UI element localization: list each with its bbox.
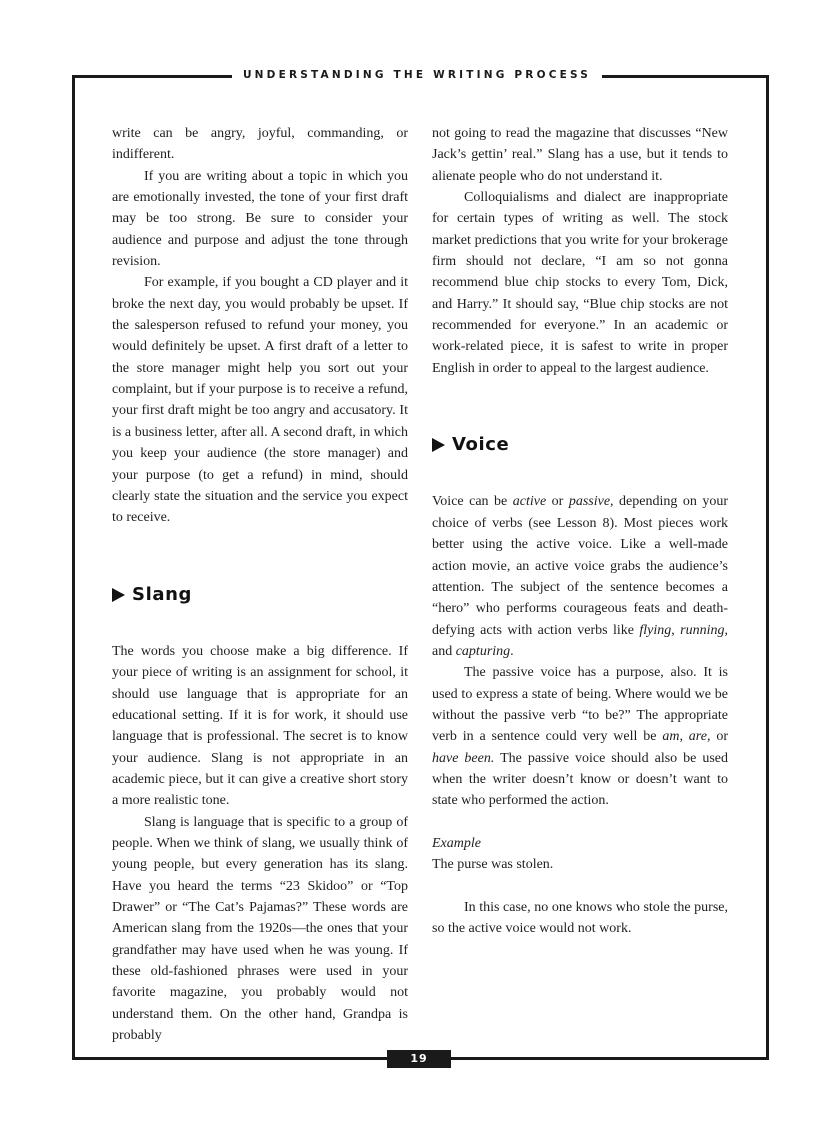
header-rule-left [72, 75, 232, 78]
running-head: UNDERSTANDING THE WRITING PROCESS [242, 69, 592, 81]
paragraph: The passive voice has a purpose, also. It is used to express a state of being. Where would we be without the passive verb “to be?” The appropriate verb in a sentence could very well be am, are, or have been. The passive voice should also be used when the writer doesn’t know or doesn’t want to state who performed the action. [432, 665, 729, 809]
triangle-bullet-icon [432, 438, 445, 452]
header-rule-right [602, 75, 769, 78]
left-column [112, 123, 408, 1046]
heading-text: Voice [452, 434, 510, 456]
paragraph: write can be angry, joyful, commanding, or indifferent. [112, 126, 408, 163]
triangle-bullet-icon [112, 588, 125, 602]
paragraph: Voice can be active or passive, depending on your choice of verbs (see Lesson 8). Most pieces work better using the active voice. Like a well-made action movie, an active voice grabs the audience’s attention. The subject of the sentence becomes a “hero” who performs courageous feats and death-defying acts with action verbs like flying, running, and capturing. [432, 494, 729, 659]
paragraph: For example, if you bought a CD player and it broke the next day, you would probably be upset. If the salesperson refused to refund your money, you would definitely be upset. A first draft of a letter to the store manager might help you sort out your complaint, but if your purpose is to receive a refund, your first draft might be too angry and accusatory. It is a business letter, after all. A second draft, in which you keep your audience (the store manager) and your purpose (to get a refund) in mind, should clearly state the situation and the service you expect to receive. [112, 275, 408, 526]
paragraph: If you are writing about a topic in which you are emotionally invested, the tone of your first draft may be too strong. Be sure to consider your audience and purpose and adjust the tone through revision. [112, 168, 408, 270]
example-sentence: The purse was stolen. [432, 857, 554, 873]
heading-text: Slang [132, 583, 192, 605]
paragraph: Colloquialisms and dialect are inappropriate for certain types of writing as well. The stock market predictions that you write for your brokerage firm should not declare, “I am so not gonna recommend blue chip stocks to every Tom, Dick, and Harry.” It should say, “Blue chip stocks are not recommended for everyone.” In an academic or work-related piece, it is safest to write in proper English in order to appeal to the largest audience. [432, 190, 728, 376]
example-label: Example [432, 835, 481, 851]
section-heading-slang [112, 529, 408, 620]
paragraph: Slang is language that is specific to a group of people. When we think of slang, we usually think of young people, but every generation has its slang. Have you heard the terms “23 Skidoo” or “Top Drawer” or “The Cat’s Pajamas?” These words are American slang from the 1920s—the ones that your grandfather may have used when he was young. If these old-fashioned phrases were used in your favorite magazine, you probably would not understand them. On the other hand, Grandpa is probably [112, 814, 408, 1044]
section-heading-voice [432, 379, 728, 470]
paragraph: The words you choose make a big difference. If your piece of writing is an assignment for school, it should use language that is appropriate for an educational setting. If it is for work, it should use language that is professional. The secret is to know your audience. Slang is not appropriate in an academic piece, but it can give a creative short story a more realistic tone. [112, 643, 408, 809]
paragraph: In this case, no one knows who stole the purse, so the active voice would not work. [432, 900, 728, 937]
paragraph: not going to read the magazine that discusses “New Jack’s gettin’ real.” Slang has a use, but it tends to alienate people who do not understand it. [432, 126, 728, 184]
page-number: 19 [387, 1050, 451, 1068]
right-column [432, 123, 728, 940]
page-frame-left [72, 75, 75, 1060]
page-frame-right [766, 75, 769, 1060]
